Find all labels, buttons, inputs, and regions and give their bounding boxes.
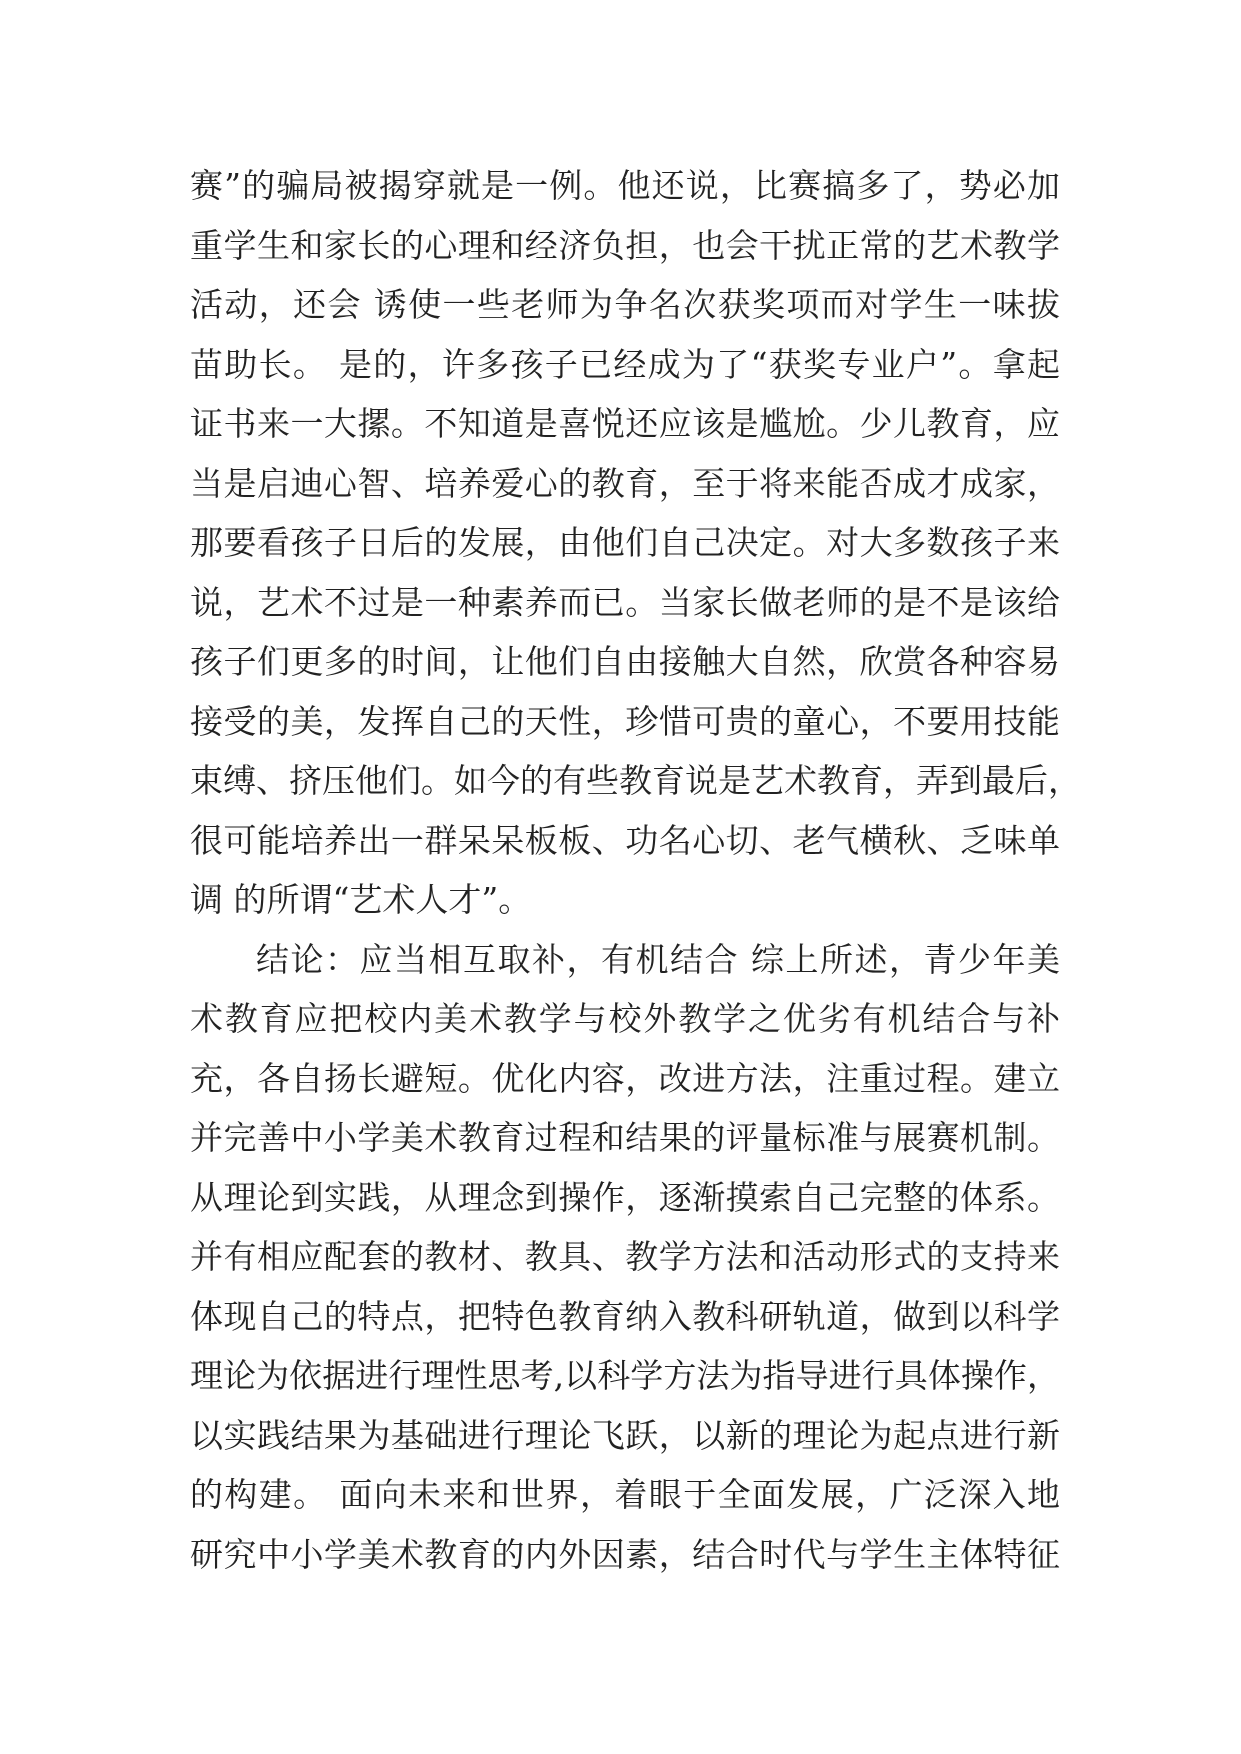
text-line: 苗助长。 是的，许多孩子已经成为了“获奖专业户”。拿起 [190,344,1060,384]
text-line: 活动，还会 诱使一些老师为争名次获奖项而对学生一味拔 [190,285,1060,324]
text-line: 术教育应把校内美术教学与校外教学之优劣有机结合与补 [190,999,1060,1038]
text-line: 并完善中小学美术教育过程和结果的评量标准与展赛机制。 [190,1118,1060,1157]
text-line: 以实践结果为基础进行理论飞跃，以新的理论为起点进行新 [190,1415,1060,1455]
text-line: 接受的美，发挥自己的天性，珍惜可贵的童心，不要用技能 [190,701,1060,741]
text-line: 孩子们更多的时间，让他们自由接触大自然，欣赏各种容易 [190,642,1060,681]
text-line: 充，各自扬长避短。优化内容，改进方法，注重过程。建立 [190,1058,1060,1098]
text-line: 当是启迪心智、培养爱心的教育，至于将来能否成才成家， [190,463,1060,503]
text-line: 很可能培养出一群呆呆板板、功名心切、老气横秋、乏味单 [190,820,1060,860]
text-line: 束缚、挤压他们。如今的有些教育说是艺术教育，弄到最后， [190,761,1081,800]
text-line: 理论为依据进行理性思考,以科学方法为指导进行具体操作， [190,1356,1060,1395]
text-line: 调 的所谓“艺术人才”。 [190,880,532,919]
text-line: 研究中小学美术教育的内外因素，结合时代与学生主体特征 [190,1534,1060,1574]
text-line: 赛”的骗局被揭穿就是一例。他还说，比赛搞多了，势必加 [190,166,1060,205]
text-line: 并有相应配套的教材、教具、教学方法和活动形式的支持来 [190,1237,1060,1276]
body-text [190,156,1081,1584]
text-line: 结论：应当相互取补，有机结合 综上所述，青少年美 [256,939,1060,979]
text-line: 那要看孩子日后的发展，由他们自己决定。对大多数孩子来 [190,523,1060,562]
text-line: 从理论到实践，从理念到操作，逐渐摸索自己完整的体系。 [190,1177,1060,1217]
text-line: 的构建。 面向未来和世界，着眼于全面发展，广泛深入地 [190,1475,1060,1514]
text-line: 体现自己的特点，把特色教育纳入教科研轨道，做到以科学 [190,1296,1060,1336]
text-line: 重学生和家长的心理和经济负担，也会干扰正常的艺术教学 [190,225,1060,265]
text-line: 说，艺术不过是一种素养而已。当家长做老师的是不是该给 [190,582,1060,622]
text-line: 证书来一大摞。不知道是喜悦还应该是尴尬。少儿教育，应 [190,404,1060,443]
